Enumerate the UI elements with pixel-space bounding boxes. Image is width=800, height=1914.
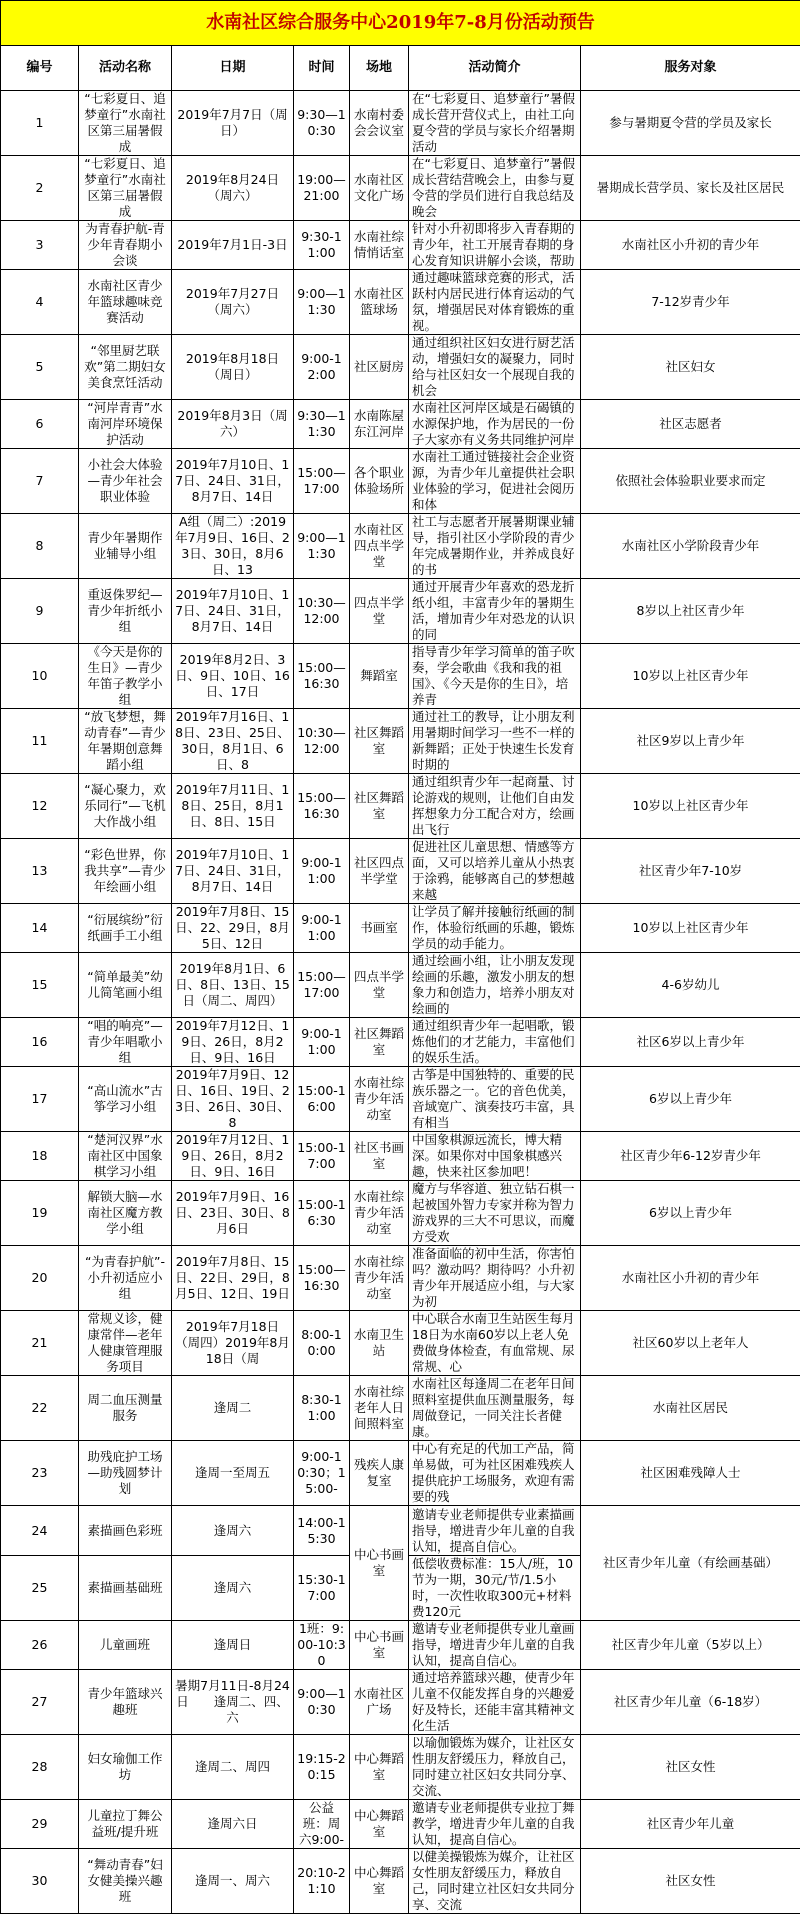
cell-venue: 水南村委会会议室 [350, 91, 409, 156]
cell-intro: 在“七彩夏日、追梦童行”暑假成长营结营晚会上，由参与夏令营的学员们进行自我总结及晚会 [409, 156, 581, 221]
cell-venue: 各个职业体验场所 [350, 449, 409, 514]
cell-date: 2019年8月3日（周六） [172, 400, 294, 449]
cell-intro: 魔方与华容道、独立钻石棋一起被国外智力专家并称为智力游戏界的三大不可思议，而魔方受欢 [409, 1181, 581, 1246]
cell-intro: 以瑜伽锻炼为媒介，让社区女性朋友舒缓压力，释放自己，同时建立社区妇女共同分享、交流、 [409, 1735, 581, 1800]
cell-time: 9:30—10:30 [294, 91, 350, 156]
cell-time: 15:00—17:00 [294, 953, 350, 1018]
cell-venue: 社区厨房 [350, 335, 409, 400]
cell-intro: 社工与志愿者开展暑期课业辅导，指引社区小学阶段的青少年完成暑期作业，并养成良好的书 [409, 514, 581, 579]
cell-no: 3 [1, 221, 79, 270]
cell-no: 10 [1, 644, 79, 709]
cell-target: 社区青少年儿童（有绘画基础） [581, 1506, 800, 1621]
cell-date: 2019年7月9日、12日、16日、19日、23日、26日、30日、8 [172, 1067, 294, 1132]
cell-time: 9:00-10:30；15:00- [294, 1441, 350, 1506]
table-row [1, 904, 800, 953]
cell-intro: 通过组织青少年一起唱歌，锻炼他们的才艺能力，丰富他们的娱乐生活。 [409, 1018, 581, 1067]
cell-time: 公益班：周六9:00- [294, 1800, 350, 1849]
cell-date: A组（周二）:2019年7月9日、16日、23日、30日，8月6日、13 [172, 514, 294, 579]
cell-date: 2019年7月11日、18日、25日，8月1日、8日、15日 [172, 774, 294, 839]
cell-venue: 中心书画室 [350, 1621, 409, 1670]
cell-date: 2019年7月7日（周日） [172, 91, 294, 156]
cell-date: 2019年7月9日、16日、23日、30日、8月6日 [172, 1181, 294, 1246]
table-row [1, 1376, 800, 1441]
cell-intro: 针对小升初即将步入青春期的青少年，社工开展青春期的身心发育知识讲解小会谈，帮助 [409, 221, 581, 270]
cell-name: 青少年篮球兴趣班 [79, 1670, 172, 1735]
cell-venue: 社区书画室 [350, 1132, 409, 1181]
table-row [1, 1181, 800, 1246]
table-row [1, 449, 800, 514]
cell-time: 9:30-11:00 [294, 221, 350, 270]
table-row [1, 774, 800, 839]
cell-date: 逢周二 [172, 1376, 294, 1441]
cell-target: 水南社区小升初的青少年 [581, 1246, 800, 1311]
cell-time: 15:00—16:30 [294, 1246, 350, 1311]
cell-name: “简单最美”幼儿简笔画小组 [79, 953, 172, 1018]
cell-intro: 让学员了解并接触衍纸画的制作，体验衍纸画的乐趣，锻炼学员的动手能力。 [409, 904, 581, 953]
table-row [1, 1735, 800, 1800]
cell-date: 2019年7月10日、17日、24日、31日，8月7日、14日 [172, 839, 294, 904]
cell-date: 2019年7月27日（周六） [172, 270, 294, 335]
cell-time: 9:00—10:30 [294, 1670, 350, 1735]
cell-date: 2019年8月2日、3日、9日、10日、16日、17日 [172, 644, 294, 709]
cell-name: “七彩夏日、追梦童行”水南社区第三届暑假成 [79, 91, 172, 156]
cell-intro: 指导青少年学习简单的笛子吹奏，学会歌曲《我和我的祖国》、《今天是你的生日》，培养青 [409, 644, 581, 709]
cell-date: 2019年7月16日、18日、23日、25日、30日，8月1日、6日、8 [172, 709, 294, 774]
cell-target: 社区女性 [581, 1849, 800, 1914]
table-row [1, 514, 800, 579]
cell-intro: 邀请专业老师提供专业拉丁舞教学，增进青少年儿童的自我认知，提高自信心。 [409, 1800, 581, 1849]
cell-time: 15:00-16:00 [294, 1067, 350, 1132]
cell-venue: 社区舞蹈室 [350, 774, 409, 839]
cell-name: “衍展缤纷”衍纸画手工小组 [79, 904, 172, 953]
table-row [1, 1670, 800, 1735]
table-row [1, 156, 800, 221]
page-title: 水南社区综合服务中心2019年7-8月份活动预告 [1, 1, 800, 46]
cell-name: “凝心聚力，欢乐同行”—飞机大作战小组 [79, 774, 172, 839]
cell-date: 2019年7月12日、19日、26日，8月2日、9日、16日 [172, 1018, 294, 1067]
cell-no: 15 [1, 953, 79, 1018]
cell-time: 9:00-11:00 [294, 904, 350, 953]
cell-intro: 水南社工通过链接社会企业资源，为青少年儿童提供社会职业体验的学习，促进社会阅历和体 [409, 449, 581, 514]
table-row [1, 1441, 800, 1506]
cell-no: 14 [1, 904, 79, 953]
cell-time: 1班：9:00-10:30 [294, 1621, 350, 1670]
cell-venue: 中心舞蹈室 [350, 1735, 409, 1800]
cell-target: 社区9岁以上青少年 [581, 709, 800, 774]
cell-no: 11 [1, 709, 79, 774]
cell-intro: 古筝是中国独特的、重要的民族乐器之一。它的音色优美，音域宽广、演奏技巧丰富，具有相当 [409, 1067, 581, 1132]
cell-name: “河岸青青”水南河岸环境保护活动 [79, 400, 172, 449]
cell-name: 儿童画班 [79, 1621, 172, 1670]
cell-time: 9:00—11:30 [294, 270, 350, 335]
header-time: 时间 [294, 46, 350, 91]
cell-name: “彩色世界，你我共享”—青少年绘画小组 [79, 839, 172, 904]
cell-target: 暑期成长营学员、家长及社区居民 [581, 156, 800, 221]
cell-venue: 水南卫生站 [350, 1311, 409, 1376]
cell-target: 水南社区居民 [581, 1376, 800, 1441]
cell-time: 19:15-20:15 [294, 1735, 350, 1800]
cell-target: 水南社区小升初的青少年 [581, 221, 800, 270]
table-row [1, 1311, 800, 1376]
cell-no: 16 [1, 1018, 79, 1067]
table-row [1, 1506, 800, 1556]
cell-intro: 以健美操锻炼为媒介，让社区女性朋友舒缓压力，释放自己，同时建立社区妇女共同分享、交流 [409, 1849, 581, 1914]
cell-name: “唱的响亮”—青少年唱歌小组 [79, 1018, 172, 1067]
table-row [1, 1067, 800, 1132]
cell-intro: 准备面临的初中生活，你害怕吗？激动吗？期待吗？小升初青少年开展适应小组，与大家为初 [409, 1246, 581, 1311]
cell-venue: 中心书画室 [350, 1506, 409, 1621]
cell-no: 6 [1, 400, 79, 449]
cell-time: 15:30-17:00 [294, 1556, 350, 1621]
cell-date: 逢周一至周五 [172, 1441, 294, 1506]
cell-no: 19 [1, 1181, 79, 1246]
cell-target: 7-12岁青少年 [581, 270, 800, 335]
cell-time: 20:10-21:10 [294, 1849, 350, 1914]
table-row [1, 644, 800, 709]
cell-venue: 水南陈屋东江河岸 [350, 400, 409, 449]
cell-no: 7 [1, 449, 79, 514]
cell-name: 常规义诊，健康常伴—老年人健康管理服务项目 [79, 1311, 172, 1376]
cell-no: 13 [1, 839, 79, 904]
cell-target: 参与暑期夏令营的学员及家长 [581, 91, 800, 156]
cell-no: 30 [1, 1849, 79, 1914]
cell-name: 为青春护航-青少年青春期小会谈 [79, 221, 172, 270]
cell-target: 社区青少年儿童 [581, 1800, 800, 1849]
cell-time: 9:00-12:00 [294, 335, 350, 400]
cell-no: 23 [1, 1441, 79, 1506]
cell-time: 9:00-11:00 [294, 839, 350, 904]
cell-venue: 水南社综情悄话室 [350, 221, 409, 270]
cell-date: 2019年7月1日-3日 [172, 221, 294, 270]
cell-name: 小社会大体验—青少年社会职业体验 [79, 449, 172, 514]
cell-no: 18 [1, 1132, 79, 1181]
cell-venue: 舞蹈室 [350, 644, 409, 709]
cell-time: 15:00—16:30 [294, 774, 350, 839]
cell-name: “楚河汉界”水南社区中国象棋学习小组 [79, 1132, 172, 1181]
cell-date: 2019年7月8日、15日、22、29日，8月5日、12日 [172, 904, 294, 953]
cell-venue: 中心舞蹈室 [350, 1849, 409, 1914]
table-row [1, 270, 800, 335]
table-row [1, 579, 800, 644]
cell-no: 21 [1, 1311, 79, 1376]
cell-intro: 邀请专业老师提供专业素描画指导，增进青少年儿童的自我认知，提高自信心。 [409, 1506, 581, 1556]
cell-target: 社区青少年7-10岁 [581, 839, 800, 904]
cell-intro: 促进社区儿童思想、情感等方面，又可以培养儿童从小热衷于涂鸦，能够离自己的梦想越来越 [409, 839, 581, 904]
cell-date: 逢周一、周六 [172, 1849, 294, 1914]
cell-date: 2019年7月10日、17日、24日、31日，8月7日、14日 [172, 579, 294, 644]
cell-time: 15:00—17:00 [294, 449, 350, 514]
cell-no: 26 [1, 1621, 79, 1670]
header-intro: 活动简介 [409, 46, 581, 91]
cell-date: 暑期7月11日-8月24日 逢周二、四、六 [172, 1670, 294, 1735]
cell-no: 24 [1, 1506, 79, 1556]
cell-intro: 通过趣味篮球竞赛的形式，活跃村内居民进行体育运动的气氛，增强居民对体育锻炼的重视。 [409, 270, 581, 335]
cell-no: 22 [1, 1376, 79, 1441]
cell-target: 社区妇女 [581, 335, 800, 400]
cell-name: 助残庇护工场—助残圆梦计划 [79, 1441, 172, 1506]
cell-target: 社区困难残障人士 [581, 1441, 800, 1506]
cell-venue: 水南社综青少年活动室 [350, 1067, 409, 1132]
header-name: 活动名称 [79, 46, 172, 91]
table-row [1, 400, 800, 449]
cell-date: 2019年7月8日、15日、22日、29日，8月5日、12日、19日 [172, 1246, 294, 1311]
cell-no: 29 [1, 1800, 79, 1849]
cell-time: 15:00-16:30 [294, 1181, 350, 1246]
cell-name: 青少年暑期作业辅导小组 [79, 514, 172, 579]
cell-target: 社区女性 [581, 1735, 800, 1800]
cell-name: “舞动青春”妇女健美操兴趣班 [79, 1849, 172, 1914]
header-no: 编号 [1, 46, 79, 91]
cell-date: 逢周六 [172, 1506, 294, 1556]
cell-name: 《今天是你的生日》—青少年笛子教学小组 [79, 644, 172, 709]
cell-venue: 社区舞蹈室 [350, 709, 409, 774]
cell-no: 28 [1, 1735, 79, 1800]
cell-venue: 水南社综青少年活动室 [350, 1246, 409, 1311]
cell-name: 周二血压测量服务 [79, 1376, 172, 1441]
cell-time: 15:00-17:00 [294, 1132, 350, 1181]
cell-name: “七彩夏日、追梦童行”水南社区第三届暑假成 [79, 156, 172, 221]
table-row [1, 839, 800, 904]
table-row [1, 91, 800, 156]
cell-intro: 通过组织青少年一起商量、讨论游戏的规则，让他们自由发挥想象力分工配合对方，绘画出飞行 [409, 774, 581, 839]
cell-intro: 通过绘画小组，让小朋友发现绘画的乐趣，激发小朋友的想象力和创造力，培养小朋友对绘画的 [409, 953, 581, 1018]
cell-venue: 水南社综青少年活动室 [350, 1181, 409, 1246]
cell-target: 社区志愿者 [581, 400, 800, 449]
header-venue: 场地 [350, 46, 409, 91]
cell-date: 2019年7月10日、17日、24日、31日，8月7日、14日 [172, 449, 294, 514]
cell-name: 妇女瑜伽工作坊 [79, 1735, 172, 1800]
table-row [1, 335, 800, 400]
cell-target: 社区青少年6-12岁青少年 [581, 1132, 800, 1181]
cell-target: 6岁以上青少年 [581, 1181, 800, 1246]
cell-date: 2019年7月18日（周四）2019年8月18日（周 [172, 1311, 294, 1376]
cell-time: 8:30-11:00 [294, 1376, 350, 1441]
cell-venue: 水南社区文化广场 [350, 156, 409, 221]
table-row [1, 1246, 800, 1311]
cell-time: 15:00—16:30 [294, 644, 350, 709]
cell-venue: 水南社区篮球场 [350, 270, 409, 335]
cell-no: 1 [1, 91, 79, 156]
cell-name: 素描画色彩班 [79, 1506, 172, 1556]
cell-target: 依照社会体验职业要求而定 [581, 449, 800, 514]
cell-target: 社区6岁以上青少年 [581, 1018, 800, 1067]
cell-venue: 水南社综老年人日间照料室 [350, 1376, 409, 1441]
header-date: 日期 [172, 46, 294, 91]
header-target: 服务对象 [581, 46, 800, 91]
cell-target: 8岁以上社区青少年 [581, 579, 800, 644]
cell-venue: 水南社区广场 [350, 1670, 409, 1735]
cell-date: 2019年8月18日（周日） [172, 335, 294, 400]
cell-venue: 四点半学堂 [350, 579, 409, 644]
cell-name: 水南社区青少年篮球趣味竞赛活动 [79, 270, 172, 335]
cell-venue: 水南社区四点半学堂 [350, 514, 409, 579]
cell-intro: 通过社工的教导，让小朋友利用暑期时间学习一些不一样的新舞蹈；正处于快速生长发育时期的 [409, 709, 581, 774]
cell-intro: 中心联合水南卫生站医生每月18日为水南60岁以上老人免费做身体检查，有血常规、尿常规、心 [409, 1311, 581, 1376]
cell-no: 25 [1, 1556, 79, 1621]
cell-name: “为青春护航”-小升初适应小组 [79, 1246, 172, 1311]
cell-time: 10:30—12:00 [294, 579, 350, 644]
cell-name: 素描画基础班 [79, 1556, 172, 1621]
cell-target: 4-6岁幼儿 [581, 953, 800, 1018]
cell-intro: 在“七彩夏日、追梦童行”暑假成长营开营仪式上，由社工向夏令营的学员与家长介绍暑期活动 [409, 91, 581, 156]
cell-name: “邻里厨艺联欢”第二期妇女美食烹饪活动 [79, 335, 172, 400]
cell-target: 社区青少年儿童（6-18岁） [581, 1670, 800, 1735]
cell-no: 12 [1, 774, 79, 839]
table-row [1, 1132, 800, 1181]
cell-intro: 通过开展青少年喜欢的恐龙折纸小组，丰富青少年的暑期生活，增加青少年对恐龙的认识的同 [409, 579, 581, 644]
cell-no: 8 [1, 514, 79, 579]
cell-time: 9:00-11:00 [294, 1018, 350, 1067]
cell-name: 儿童拉丁舞公益班/提升班 [79, 1800, 172, 1849]
cell-intro: 通过培养篮球兴趣，使青少年儿童不仅能发挥自身的兴趣爱好及特长，还能丰富其精神文化生活 [409, 1670, 581, 1735]
cell-name: 重返侏罗纪—青少年折纸小组 [79, 579, 172, 644]
cell-name: 解锁大脑—水南社区魔方教学小组 [79, 1181, 172, 1246]
cell-date: 逢周六日 [172, 1800, 294, 1849]
cell-time: 10:30—12:00 [294, 709, 350, 774]
cell-date: 2019年8月24日（周六） [172, 156, 294, 221]
cell-venue: 四点半学堂 [350, 953, 409, 1018]
cell-venue: 残疾人康复室 [350, 1441, 409, 1506]
cell-time: 8:00-10:00 [294, 1311, 350, 1376]
table-row [1, 1800, 800, 1849]
cell-intro: 通过组织社区妇女进行厨艺活动，增强妇女的凝聚力，同时给与社区妇女一个展现自我的机会 [409, 335, 581, 400]
table-row [1, 953, 800, 1018]
cell-date: 2019年8月1日、6日、8日、13日、15日（周二、周四） [172, 953, 294, 1018]
cell-target: 10岁以上社区青少年 [581, 774, 800, 839]
cell-name: “放飞梦想，舞动青春”—青少年暑期创意舞蹈小组 [79, 709, 172, 774]
table-row [1, 1018, 800, 1067]
cell-target: 10岁以上社区青少年 [581, 644, 800, 709]
cell-venue: 社区舞蹈室 [350, 1018, 409, 1067]
cell-date: 逢周二、周四 [172, 1735, 294, 1800]
table-row [1, 221, 800, 270]
cell-no: 20 [1, 1246, 79, 1311]
cell-time: 14:00-15:30 [294, 1506, 350, 1556]
cell-no: 5 [1, 335, 79, 400]
table-row [1, 709, 800, 774]
cell-venue: 书画室 [350, 904, 409, 953]
cell-name: “高山流水”古筝学习小组 [79, 1067, 172, 1132]
cell-no: 9 [1, 579, 79, 644]
cell-no: 4 [1, 270, 79, 335]
cell-intro: 水南社区河岸区域是石碣镇的水源保护地，作为居民的一份子大家亦有义务共同维护河岸 [409, 400, 581, 449]
table-row [1, 1849, 800, 1914]
cell-time: 9:30—11:30 [294, 400, 350, 449]
cell-intro: 低偿收费标准：15人/班，10节为一期，30元/节/1.5小时，一次性收取300元+材料费120元 [409, 1556, 581, 1621]
cell-target: 6岁以上青少年 [581, 1067, 800, 1132]
cell-target: 10岁以上社区青少年 [581, 904, 800, 953]
cell-no: 2 [1, 156, 79, 221]
table-row [1, 1621, 800, 1670]
cell-date: 2019年7月12日、19日、26日，8月2日、9日、16日 [172, 1132, 294, 1181]
cell-intro: 中心有充足的代加工产品，简单易做，可为社区困难残疾人提供庇护工场服务，欢迎有需要的残 [409, 1441, 581, 1506]
cell-target: 社区60岁以上老年人 [581, 1311, 800, 1376]
cell-intro: 中国象棋源远流长，博大精深。如果你对中国象棋感兴趣，快来社区参加吧！ [409, 1132, 581, 1181]
cell-venue: 社区四点半学堂 [350, 839, 409, 904]
cell-time: 9:00—11:30 [294, 514, 350, 579]
cell-target: 水南社区小学阶段青少年 [581, 514, 800, 579]
cell-no: 27 [1, 1670, 79, 1735]
cell-time: 19:00—21:00 [294, 156, 350, 221]
cell-intro: 邀请专业老师提供专业儿童画指导，增进青少年儿童的自我认知，提高自信心。 [409, 1621, 581, 1670]
cell-intro: 水南社区每逢周二在老年日间照料室提供血压测量服务，每周做登记，一同关注长者健康。 [409, 1376, 581, 1441]
cell-venue: 中心舞蹈室 [350, 1800, 409, 1849]
cell-no: 17 [1, 1067, 79, 1132]
cell-target: 社区青少年儿童（5岁以上） [581, 1621, 800, 1670]
cell-date: 逢周日 [172, 1621, 294, 1670]
cell-date: 逢周六 [172, 1556, 294, 1621]
